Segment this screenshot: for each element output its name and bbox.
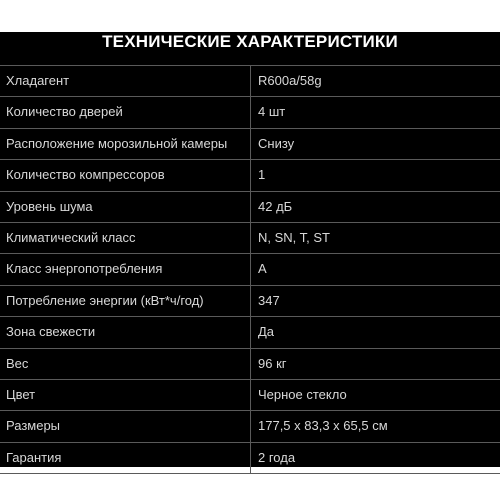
column-divider — [250, 317, 251, 347]
column-divider — [250, 286, 251, 316]
column-divider — [250, 254, 251, 284]
column-divider — [250, 192, 251, 222]
column-divider — [250, 411, 251, 441]
spec-label: Количество дверей — [6, 104, 123, 120]
spec-label: Расположение морозильной камеры — [6, 135, 228, 151]
spec-value: Да — [258, 324, 275, 340]
column-divider — [250, 223, 251, 253]
spec-label: Цвет — [6, 386, 36, 402]
spec-row — [0, 128, 500, 159]
spec-value: 347 — [258, 292, 280, 308]
spec-row — [0, 285, 500, 316]
spec-label: Вес — [6, 355, 29, 371]
spec-row — [0, 65, 500, 96]
spec-value: 4 шт — [258, 104, 286, 120]
spec-label: Потребление энергии (кВт*ч/год) — [6, 292, 204, 308]
spec-label: Уровень шума — [6, 198, 93, 214]
spec-value: 42 дБ — [258, 198, 293, 214]
column-divider — [250, 380, 251, 410]
spec-label: Размеры — [6, 418, 61, 434]
column-divider — [250, 97, 251, 127]
spec-value: 2 года — [258, 449, 296, 465]
spec-label: Класс энергопотребления — [6, 261, 163, 277]
spec-row — [0, 191, 500, 222]
spec-row — [0, 96, 500, 127]
column-divider — [250, 129, 251, 159]
spec-row — [0, 379, 500, 410]
spec-value: 1 — [258, 167, 266, 183]
spec-label: Зона свежести — [6, 324, 96, 340]
spec-value: Черное стекло — [258, 386, 347, 402]
column-divider — [250, 349, 251, 379]
column-divider — [250, 443, 251, 473]
spec-row — [0, 253, 500, 284]
column-divider — [250, 66, 251, 96]
spec-value: Снизу — [258, 135, 295, 151]
spec-label: Хладагент — [6, 73, 70, 88]
spec-row — [0, 442, 500, 474]
spec-label: Количество компрессоров — [6, 167, 165, 183]
spec-label: Гарантия — [6, 449, 62, 465]
spec-row — [0, 159, 500, 190]
specs-title: ТЕХНИЧЕСКИЕ ХАРАКТЕРИСТИКИ — [102, 32, 398, 51]
column-divider — [250, 160, 251, 190]
spec-label: Климатический класс — [6, 229, 136, 245]
spec-value: A — [258, 261, 267, 277]
spec-value: R600a/58g — [258, 73, 322, 88]
spec-row — [0, 348, 500, 379]
spec-value: 177,5 х 83,3 х 65,5 см — [258, 418, 388, 434]
spec-row — [0, 410, 500, 441]
spec-row — [0, 316, 500, 347]
specs-table — [0, 65, 500, 474]
spec-value: N, SN, T, ST — [258, 229, 330, 245]
spec-value: 96 кг — [258, 355, 287, 371]
specs-panel — [0, 32, 500, 467]
spec-row — [0, 222, 500, 253]
